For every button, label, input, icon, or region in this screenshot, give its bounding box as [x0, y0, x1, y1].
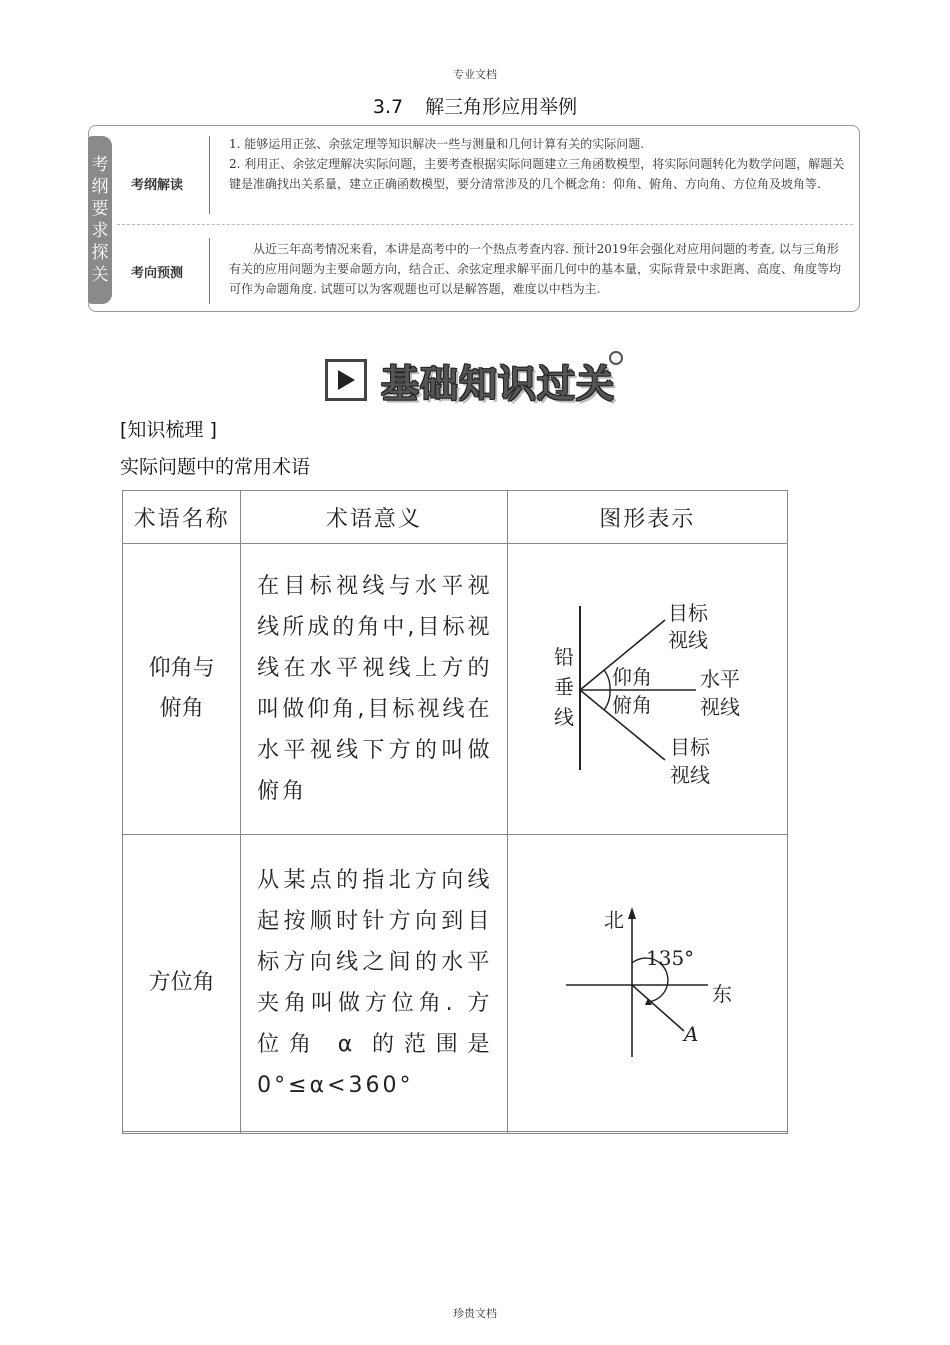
outline-divider — [209, 136, 210, 214]
term-meaning-elevation: 在目标视线与水平视线所成的角中,目标视线在水平视线上方的叫做仰角,目标视线在水平视线下方的叫做俯角 — [241, 544, 507, 835]
point-a-label: A — [683, 1022, 699, 1046]
table-trailing-cell — [241, 1132, 507, 1134]
requirements-tab — [88, 136, 112, 304]
table-trailing-cell — [123, 1132, 241, 1134]
requirements-separator — [117, 224, 853, 225]
header-term-name: 术语名称 — [123, 491, 241, 544]
elevation-angle-label: 仰角 — [611, 665, 652, 689]
term-name-cell — [123, 544, 241, 835]
outline-label: 考纲解读 — [131, 178, 184, 193]
upper-target-label — [668, 601, 714, 652]
outline-text — [229, 134, 849, 194]
registered-badge-icon — [609, 351, 623, 365]
outline-item-2: 2. 利用正、余弦定理解决实际问题，主要考查根据实际问题建立三角函数模型，将实际问题转化为数学问题，解题关键是准确找出关系量，建立正确函数模型，要分清常涉及的几个概念角：仰角、俯角、方向角、方位角及坡角等. — [229, 157, 845, 191]
upper-target-line1: 目标 — [667, 601, 708, 625]
terms-table — [122, 490, 788, 1134]
table-header-row — [123, 491, 788, 544]
forecast-paragraph: 从近三年高考情况来看，本讲是高考中的一个热点考查内容. 预计2019年会强化对应用问题的考查, 以与三角形有关的应用问题为主要命题方向，结合正、余弦定理求解平面几何中的基本量，实际背景中求距离、高度、角度等均可作为命题角度. 试题可以为客观题也可以是解答题，难度以中档为主. — [229, 242, 842, 296]
play-icon — [325, 359, 367, 401]
section-banner — [325, 355, 615, 405]
elevation-depression-diagram — [508, 544, 788, 834]
table-trailing-cell — [507, 1132, 787, 1134]
table-row — [123, 544, 788, 835]
north-label: 北 — [603, 908, 624, 932]
section-number: 3.7 — [372, 96, 404, 118]
lower-target-label — [670, 735, 716, 787]
exam-requirements-box — [88, 125, 860, 312]
horizontal-line2: 视线 — [699, 695, 740, 719]
header-note: 专业文档 — [453, 68, 497, 81]
term-meaning-bearing: 从某点的指北方向线起按顺时针方向到目标方向线之间的水平夹角叫做方位角. 方位角 α 的范围是 0°≤α<360° — [241, 835, 507, 1132]
table-row — [123, 835, 788, 1132]
forecast-text — [229, 239, 849, 299]
footer-note: 珍贵文档 — [453, 1307, 497, 1320]
subsection-heading: 实际问题中的常用术语 — [120, 456, 311, 478]
lower-target-line1: 目标 — [669, 735, 710, 759]
plumb-line-char-2: 垂 — [553, 675, 574, 699]
plumb-line-char-1: 铅 — [553, 645, 574, 669]
east-label: 东 — [711, 982, 732, 1006]
lower-target-line2: 视线 — [669, 763, 710, 787]
table-row — [123, 1132, 788, 1134]
header-term-meaning: 术语意义 — [241, 491, 507, 544]
angle-135-label: 135° — [645, 946, 694, 970]
figure-bearing — [507, 835, 787, 1132]
upper-target-line2: 视线 — [667, 628, 708, 652]
header-figure: 图形表示 — [507, 491, 787, 544]
forecast-label: 考向预测 — [131, 266, 184, 281]
term-name-cell — [123, 835, 241, 1132]
horizontal-line1: 水平 — [699, 667, 740, 691]
forecast-divider — [209, 238, 210, 304]
page-title — [0, 92, 950, 119]
outline-item-1: 1. 能够运用正弦、余弦定理等知识解决一些与测量和几何计算有关的实际问题. — [229, 137, 645, 151]
horizontal-line-label — [700, 667, 746, 719]
depression-angle-label: 俯角 — [611, 693, 652, 717]
plumb-line-label — [554, 645, 580, 729]
section-title: 解三角形应用举例 — [425, 96, 578, 118]
bearing-diagram — [508, 835, 788, 1131]
banner-title: 基础知识过关 — [381, 361, 616, 406]
requirements-tab-label: 考纲要求探关 — [91, 155, 109, 285]
term-name-elevation: 仰角与俯角 — [148, 656, 215, 721]
section-heading: [知识梳理 ] — [120, 419, 217, 441]
plumb-line-char-3: 线 — [553, 705, 574, 729]
figure-elevation-depression — [507, 544, 787, 835]
term-name-bearing: 方位角 — [148, 970, 215, 995]
